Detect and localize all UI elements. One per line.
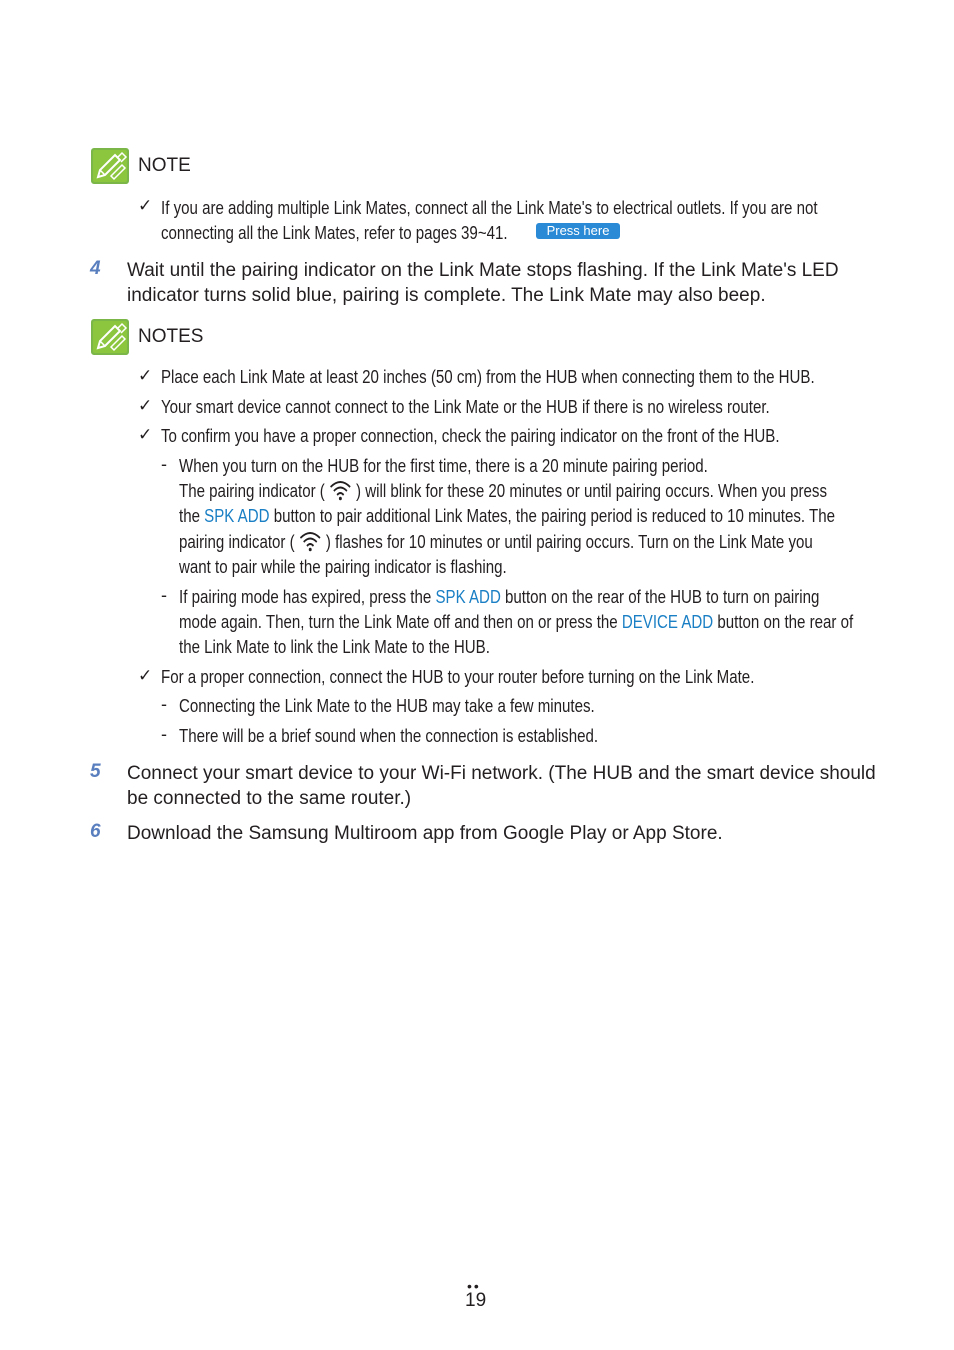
step-text (127, 761, 897, 811)
note-subtext (179, 609, 853, 635)
text-span: button on the rear of (717, 611, 854, 632)
note-subtext: the Link Mate to link the Link Mate to the HUB. (179, 636, 490, 657)
dash-bullet: - (161, 454, 167, 474)
check-icon: ✓ (138, 196, 153, 215)
step-number: 6 (90, 821, 101, 842)
note-subtext (179, 529, 813, 555)
note-text: To confirm you have a proper connection, check the pairing indicator on the front of the HUB. (161, 425, 780, 446)
note-pencil-icon (91, 319, 129, 355)
note-pencil-icon (91, 148, 129, 184)
text-span: pairing indicator ( (179, 531, 295, 552)
step-number: 4 (90, 258, 101, 279)
step-line: Wait until the pairing indicator on the Link Mate stops flashing. If the Link Mate's LED (127, 260, 839, 281)
check-icon: ✓ (138, 396, 153, 415)
text-span: mode again. Then, turn the Link Mate off and then on or press the (179, 611, 618, 632)
step-text (127, 258, 897, 308)
app-name: Samsung Multiroom (248, 823, 418, 844)
step-number: 5 (90, 761, 101, 782)
dash-bullet: - (161, 585, 167, 605)
note-header (91, 148, 191, 184)
text-span: app from Google Play or App Store. (422, 823, 723, 844)
dash-bullet: - (161, 694, 167, 714)
device-add-label: DEVICE ADD (621, 611, 714, 632)
note-subtext: There will be a brief sound when the connection is established. (179, 725, 599, 746)
note-text: Place each Link Mate at least 20 inches (50 cm) from the HUB when connecting them to the HUB. (161, 366, 815, 387)
step-text (127, 821, 897, 846)
text-span: the (179, 505, 200, 526)
text-span: The pairing indicator ( (179, 480, 325, 501)
note-text: If you are adding multiple Link Mates, connect all the Link Mate's to electrical outlets. If you are not (161, 197, 818, 218)
note-subtext (179, 478, 827, 504)
step-line: indicator turns solid blue, pairing is complete. The Link Mate may also beep. (127, 285, 766, 306)
check-icon: ✓ (138, 666, 153, 685)
check-icon: ✓ (138, 425, 153, 444)
wifi-icon (329, 479, 352, 501)
step-line: be connected to the same router.) (127, 788, 412, 809)
note-subtext: Connecting the Link Mate to the HUB may take a few minutes. (179, 695, 595, 716)
text-span: Download the (127, 823, 244, 844)
note-subtext (179, 584, 819, 610)
note-subtext: want to pair while the pairing indicator is flashing. (179, 556, 507, 577)
page-dots: •• (467, 1278, 481, 1294)
note-text: Your smart device cannot connect to the Link Mate or the HUB if there is no wireless router. (161, 396, 770, 417)
text-span: ) flashes for 10 minutes or until pairing occurs. Turn on the Link Mate you (325, 531, 813, 552)
spk-add-label: SPK ADD (435, 586, 501, 607)
wifi-icon (299, 530, 322, 552)
text-span: button to pair additional Link Mates, the pairing period is reduced to 10 minutes. The (273, 505, 835, 526)
text-span: If pairing mode has expired, press the (179, 586, 432, 607)
note-title: NOTE (138, 155, 191, 176)
note-subtext (179, 503, 835, 529)
spk-add-label: SPK ADD (204, 505, 270, 526)
press-here-button[interactable]: Press here (536, 223, 620, 239)
text-span: button on the rear of the HUB to turn on pairing (505, 586, 820, 607)
note-text: connecting all the Link Mates, refer to pages 39~41. (161, 222, 508, 243)
notes-title: NOTES (138, 326, 204, 347)
text-span: ) will blink for these 20 minutes or until pairing occurs. When you press (356, 480, 827, 501)
dash-bullet: - (161, 724, 167, 744)
note-text: For a proper connection, connect the HUB to your router before turning on the Link Mate. (161, 666, 755, 687)
step-line: Connect your smart device to your Wi-Fi network. (The HUB and the smart device should (127, 763, 876, 784)
note-subtext: When you turn on the HUB for the first time, there is a 20 minute pairing period. (179, 455, 708, 476)
check-icon: ✓ (138, 366, 153, 385)
notes-header (91, 319, 203, 355)
page-number: 19 (465, 1290, 487, 1311)
